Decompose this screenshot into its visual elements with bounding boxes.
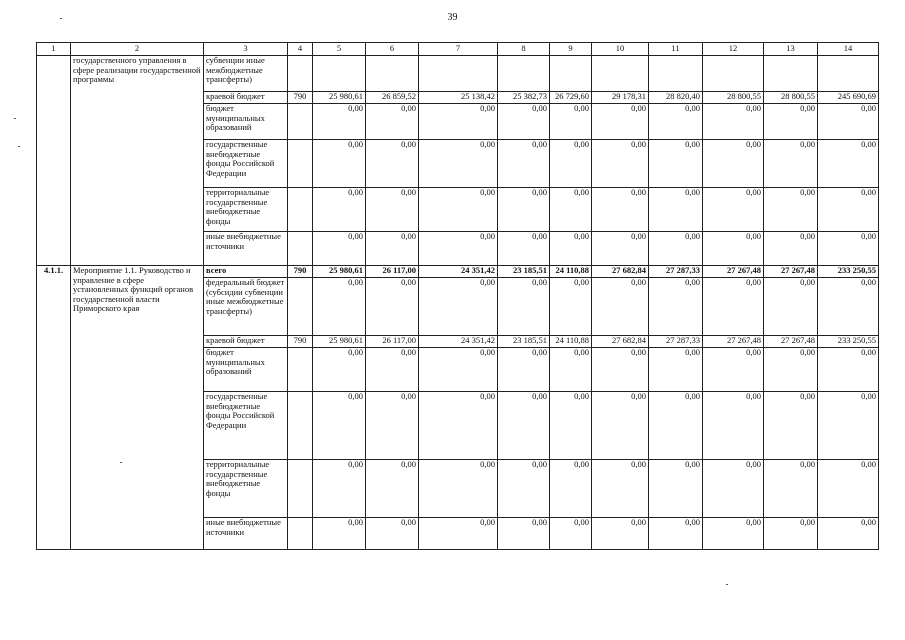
- amount-cell: 24 351,42: [419, 336, 498, 348]
- amount-cell: 0,00: [592, 278, 649, 336]
- amount-cell: 0,00: [703, 140, 764, 188]
- column-number-1: 1: [37, 43, 71, 56]
- column-number-11: 11: [649, 43, 703, 56]
- amount-cell: 0,00: [764, 278, 818, 336]
- amount-cell: 23 185,51: [498, 336, 550, 348]
- activity-number: 4.1.1.: [37, 266, 71, 550]
- amount-cell: 0,00: [649, 188, 703, 232]
- amount-cell: 0,00: [818, 348, 879, 392]
- column-number-7: 7: [419, 43, 498, 56]
- scan-speck: [726, 584, 728, 585]
- amount-cell: 0,00: [419, 392, 498, 460]
- amount-cell: 0,00: [703, 188, 764, 232]
- column-number-5: 5: [313, 43, 366, 56]
- budget-code: [288, 56, 313, 92]
- amount-cell: 0,00: [366, 348, 419, 392]
- amount-cell: 0,00: [498, 348, 550, 392]
- budget-code: [288, 232, 313, 266]
- amount-cell: 0,00: [592, 518, 649, 550]
- amount-cell: 0,00: [550, 104, 592, 140]
- amount-cell: 25 980,61: [313, 92, 366, 104]
- amount-cell: 0,00: [550, 392, 592, 460]
- amount-cell: 0,00: [703, 232, 764, 266]
- amount-cell: 0,00: [703, 460, 764, 518]
- amount-cell: 0,00: [764, 518, 818, 550]
- amount-cell: 0,00: [419, 348, 498, 392]
- amount-cell: 0,00: [550, 278, 592, 336]
- amount-cell: 0,00: [366, 392, 419, 460]
- column-number-4: 4: [288, 43, 313, 56]
- amount-cell: 0,00: [366, 460, 419, 518]
- amount-cell: 0,00: [313, 460, 366, 518]
- amount-cell: 0,00: [818, 232, 879, 266]
- column-number-6: 6: [366, 43, 419, 56]
- amount-cell: 0,00: [498, 232, 550, 266]
- amount-cell: 0,00: [366, 232, 419, 266]
- amount-cell: 0,00: [818, 140, 879, 188]
- amount-cell: 0,00: [313, 278, 366, 336]
- amount-cell: 0,00: [764, 140, 818, 188]
- amount-cell: 24 110,88: [550, 266, 592, 278]
- amount-cell: 245 690,69: [818, 92, 879, 104]
- budget-code: 790: [288, 92, 313, 104]
- amount-cell: 0,00: [818, 188, 879, 232]
- amount-cell: 0,00: [550, 348, 592, 392]
- table-row: [37, 266, 879, 278]
- amount-cell: 25 382,73: [498, 92, 550, 104]
- page-number: 39: [447, 12, 458, 23]
- amount-cell: 26 117,00: [366, 336, 419, 348]
- amount-cell: 0,00: [764, 392, 818, 460]
- amount-cell: 0,00: [498, 278, 550, 336]
- funding-source: бюджет муниципальных образований: [204, 104, 288, 140]
- funding-source: государственные внебюджетные фонды Российской Федерации: [204, 392, 288, 460]
- amount-cell: 0,00: [498, 104, 550, 140]
- funding-source: краевой бюджет: [204, 92, 288, 104]
- amount-cell: 0,00: [818, 518, 879, 550]
- amount-cell: 0,00: [592, 460, 649, 518]
- amount-cell: 0,00: [764, 460, 818, 518]
- amount-cell: 25 138,42: [419, 92, 498, 104]
- program-number: [37, 56, 71, 266]
- amount-cell: [419, 56, 498, 92]
- funding-source: территориальные государственные внебюджетные фонды: [204, 188, 288, 232]
- amount-cell: 0,00: [592, 232, 649, 266]
- amount-cell: 0,00: [764, 104, 818, 140]
- amount-cell: 25 980,61: [313, 336, 366, 348]
- amount-cell: 0,00: [498, 518, 550, 550]
- amount-cell: [498, 56, 550, 92]
- amount-cell: 28 800,55: [703, 92, 764, 104]
- amount-cell: 0,00: [313, 140, 366, 188]
- amount-cell: 27 682,84: [592, 266, 649, 278]
- funding-source: федеральный бюджет (субсидии субвенции иные межбюджетные трансферты): [204, 278, 288, 336]
- amount-cell: 28 820,40: [649, 92, 703, 104]
- funding-source: государственные внебюджетные фонды Российской Федерации: [204, 140, 288, 188]
- amount-cell: 26 729,60: [550, 92, 592, 104]
- column-number-13: 13: [764, 43, 818, 56]
- budget-code: [288, 392, 313, 460]
- funding-source: всего: [204, 266, 288, 278]
- amount-cell: 0,00: [313, 348, 366, 392]
- amount-cell: 27 267,48: [703, 266, 764, 278]
- amount-cell: 0,00: [592, 140, 649, 188]
- amount-cell: 0,00: [313, 518, 366, 550]
- amount-cell: 233 250,55: [818, 336, 879, 348]
- amount-cell: 0,00: [366, 140, 419, 188]
- amount-cell: 0,00: [703, 104, 764, 140]
- amount-cell: 0,00: [419, 140, 498, 188]
- budget-code: [288, 348, 313, 392]
- amount-cell: 0,00: [703, 518, 764, 550]
- amount-cell: 0,00: [592, 188, 649, 232]
- amount-cell: 0,00: [419, 232, 498, 266]
- amount-cell: 0,00: [498, 392, 550, 460]
- amount-cell: 26 859,52: [366, 92, 419, 104]
- amount-cell: [592, 56, 649, 92]
- funding-source: иные внебюджетные источники: [204, 518, 288, 550]
- amount-cell: 0,00: [550, 188, 592, 232]
- amount-cell: [764, 56, 818, 92]
- amount-cell: 0,00: [764, 188, 818, 232]
- activity-name: Мероприятие 1.1. Руководство и управление в сфере установленных функций органов государственной власти Приморского края: [71, 266, 204, 550]
- amount-cell: 0,00: [366, 188, 419, 232]
- amount-cell: 0,00: [419, 460, 498, 518]
- amount-cell: 27 682,84: [592, 336, 649, 348]
- amount-cell: 23 185,51: [498, 266, 550, 278]
- amount-cell: 0,00: [592, 392, 649, 460]
- table-row: [37, 56, 879, 92]
- funding-source: краевой бюджет: [204, 336, 288, 348]
- column-number-2: 2: [71, 43, 204, 56]
- amount-cell: 0,00: [550, 232, 592, 266]
- amount-cell: [366, 56, 419, 92]
- scan-speck: [14, 118, 16, 119]
- amount-cell: 0,00: [592, 104, 649, 140]
- funding-source: территориальные государственные внебюджетные фонды: [204, 460, 288, 518]
- amount-cell: 233 250,55: [818, 266, 879, 278]
- amount-cell: 25 980,61: [313, 266, 366, 278]
- amount-cell: 0,00: [649, 348, 703, 392]
- amount-cell: 0,00: [649, 460, 703, 518]
- amount-cell: 0,00: [419, 518, 498, 550]
- column-number-8: 8: [498, 43, 550, 56]
- amount-cell: 0,00: [649, 278, 703, 336]
- amount-cell: 0,00: [366, 518, 419, 550]
- amount-cell: 27 267,48: [764, 266, 818, 278]
- amount-cell: 27 287,33: [649, 336, 703, 348]
- budget-code: [288, 278, 313, 336]
- amount-cell: 0,00: [649, 140, 703, 188]
- amount-cell: 0,00: [818, 392, 879, 460]
- amount-cell: 0,00: [313, 232, 366, 266]
- amount-cell: 0,00: [498, 460, 550, 518]
- amount-cell: 0,00: [313, 104, 366, 140]
- column-number-10: 10: [592, 43, 649, 56]
- amount-cell: 24 110,88: [550, 336, 592, 348]
- amount-cell: 0,00: [649, 392, 703, 460]
- budget-code: 790: [288, 266, 313, 278]
- scan-speck: [18, 146, 20, 147]
- column-number-row: [37, 43, 879, 56]
- amount-cell: 0,00: [818, 278, 879, 336]
- amount-cell: 0,00: [592, 348, 649, 392]
- column-number-3: 3: [204, 43, 288, 56]
- budget-code: [288, 460, 313, 518]
- amount-cell: 0,00: [764, 232, 818, 266]
- amount-cell: [703, 56, 764, 92]
- funding-source: иные внебюджетные источники: [204, 232, 288, 266]
- amount-cell: 0,00: [703, 348, 764, 392]
- column-number-12: 12: [703, 43, 764, 56]
- amount-cell: 0,00: [419, 278, 498, 336]
- amount-cell: 0,00: [649, 104, 703, 140]
- amount-cell: 0,00: [313, 188, 366, 232]
- amount-cell: 0,00: [498, 140, 550, 188]
- amount-cell: 0,00: [313, 392, 366, 460]
- column-number-14: 14: [818, 43, 879, 56]
- program-name: государственного управления в сфере реализации государственной программы: [71, 56, 204, 266]
- amount-cell: [313, 56, 366, 92]
- amount-cell: 0,00: [649, 232, 703, 266]
- scan-speck: [60, 18, 62, 19]
- amount-cell: [550, 56, 592, 92]
- amount-cell: 29 178,31: [592, 92, 649, 104]
- amount-cell: 28 800,55: [764, 92, 818, 104]
- amount-cell: 27 287,33: [649, 266, 703, 278]
- budget-code: [288, 188, 313, 232]
- amount-cell: 0,00: [703, 278, 764, 336]
- budget-code: [288, 104, 313, 140]
- amount-cell: 0,00: [366, 104, 419, 140]
- amount-cell: 0,00: [818, 460, 879, 518]
- amount-cell: 27 267,48: [703, 336, 764, 348]
- amount-cell: 0,00: [498, 188, 550, 232]
- amount-cell: 0,00: [764, 348, 818, 392]
- amount-cell: 0,00: [550, 460, 592, 518]
- amount-cell: 24 351,42: [419, 266, 498, 278]
- amount-cell: 27 267,48: [764, 336, 818, 348]
- budget-code: [288, 518, 313, 550]
- amount-cell: 0,00: [649, 518, 703, 550]
- scan-speck: [120, 462, 122, 463]
- amount-cell: 0,00: [366, 278, 419, 336]
- budget-table: [36, 42, 879, 550]
- funding-source: субвенции иные межбюджетные трансферты): [204, 56, 288, 92]
- amount-cell: 0,00: [818, 104, 879, 140]
- funding-source: бюджет муниципальных образований: [204, 348, 288, 392]
- amount-cell: [818, 56, 879, 92]
- amount-cell: 26 117,00: [366, 266, 419, 278]
- amount-cell: [649, 56, 703, 92]
- amount-cell: 0,00: [419, 104, 498, 140]
- budget-code: 790: [288, 336, 313, 348]
- budget-code: [288, 140, 313, 188]
- amount-cell: 0,00: [550, 518, 592, 550]
- amount-cell: 0,00: [419, 188, 498, 232]
- column-number-9: 9: [550, 43, 592, 56]
- amount-cell: 0,00: [550, 140, 592, 188]
- amount-cell: 0,00: [703, 392, 764, 460]
